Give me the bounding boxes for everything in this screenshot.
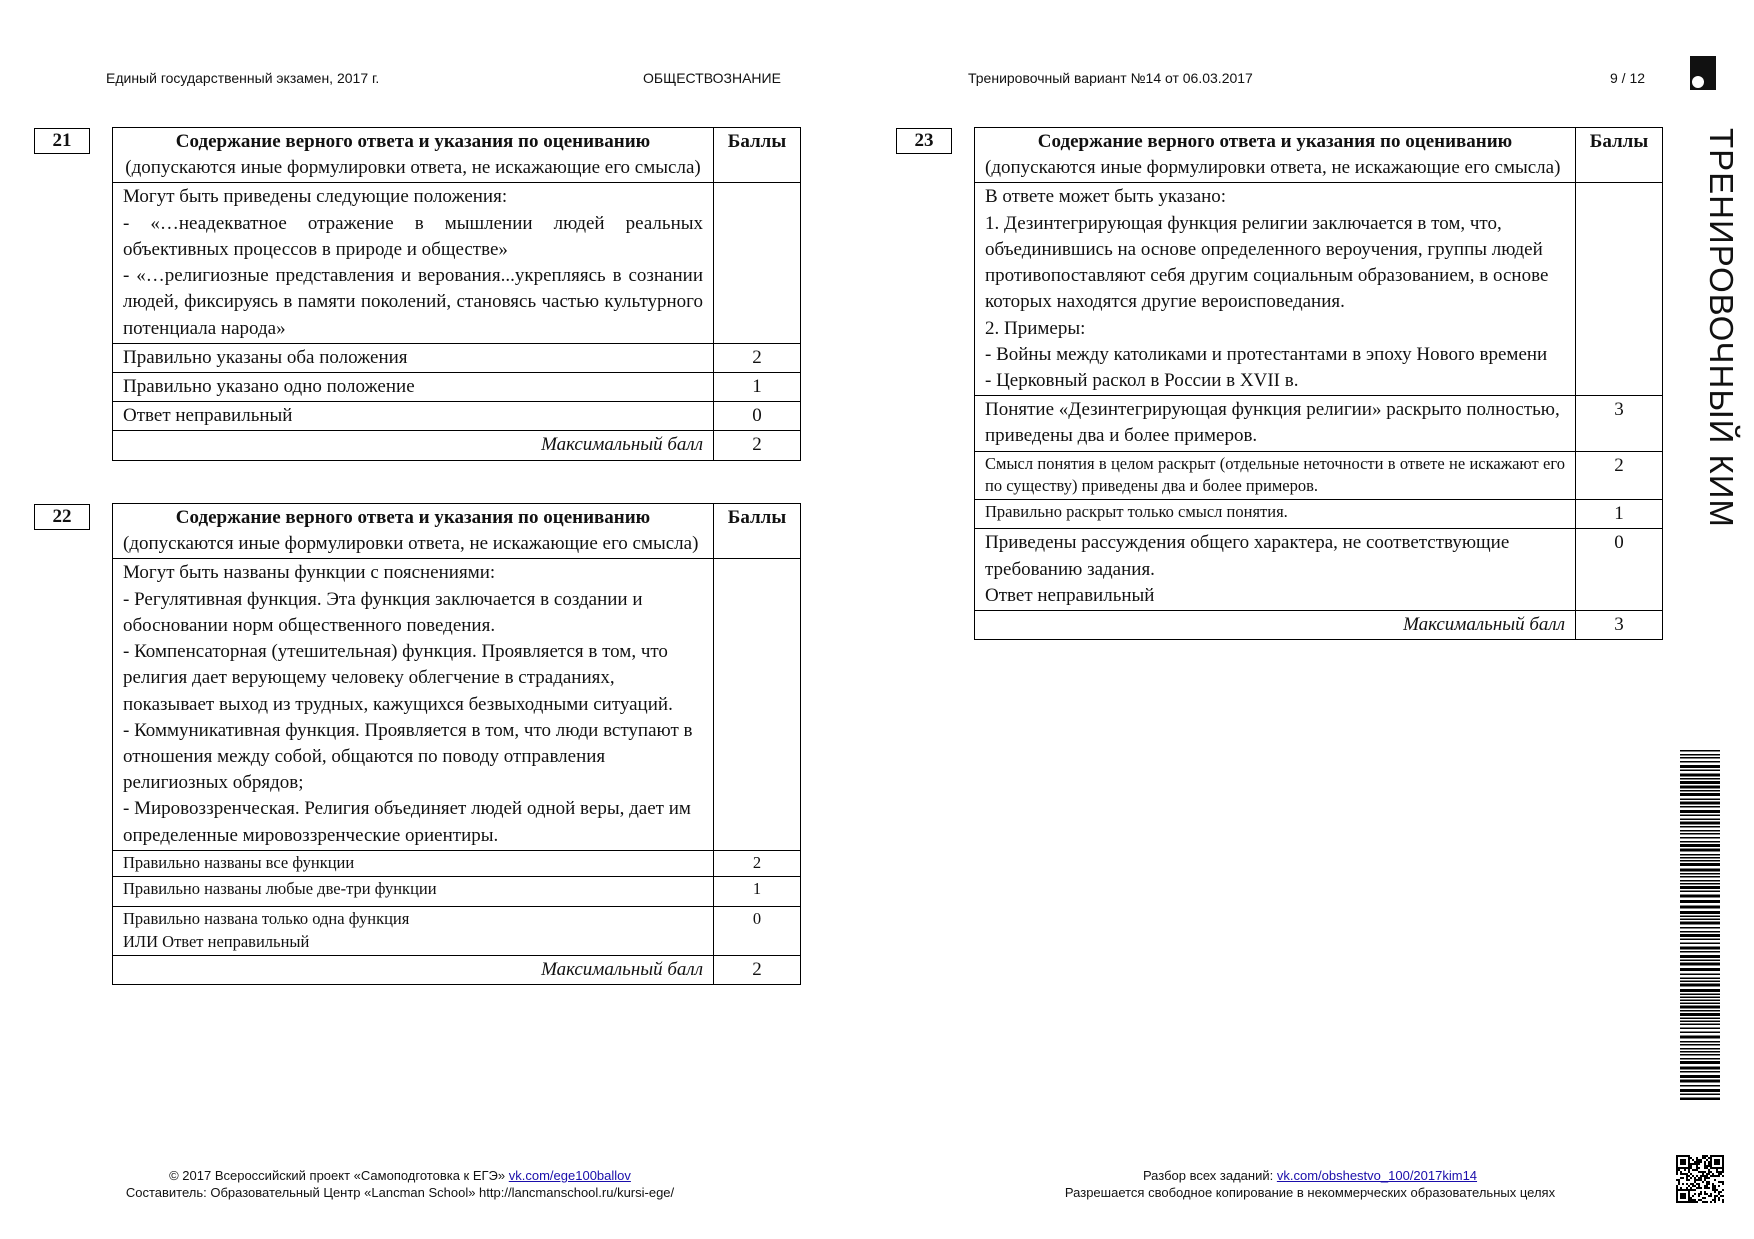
header-subtitle: (допускаются иные формулировки ответа, не искажающие его смысла)	[123, 533, 699, 555]
criterion-points: 0	[1576, 529, 1663, 611]
header-title: Содержание верного ответа и указания по оцениванию	[175, 131, 651, 152]
content-line: - Компенсаторная (утешительная) функция. Проявляется в том, что религия дает верующему человеку облегчение в страданиях, показывает выход из трудных, кажущихся безвыходными ситуаций.	[123, 641, 673, 715]
footer-link-ege100ballov[interactable]: vk.com/ege100ballov	[508, 1168, 631, 1183]
criterion-row	[975, 529, 1663, 611]
content-row	[113, 559, 801, 850]
criterion-text: Смысл понятия в целом раскрыт (отдельные неточности в ответе не искажают его по существу) приведены два и более примеров.	[975, 451, 1576, 500]
max-score-label: Максимальный балл	[113, 955, 714, 984]
max-score-row	[975, 611, 1663, 640]
criterion-points: 1	[1576, 500, 1663, 529]
question-number-23: 23	[896, 128, 952, 154]
question-number-22: 22	[34, 504, 90, 530]
content-line: - Мировоззренческая. Религия объединяет людей одной веры, дает им определенные мировоззренческие ориентиры.	[123, 798, 691, 846]
answer-content	[113, 559, 714, 850]
points-header: Баллы	[714, 128, 801, 183]
footer-author: Составитель: Образовательный Центр «Lancman School» http://lancmanschool.ru/kursi-ege/	[125, 1184, 675, 1200]
criterion-row	[975, 500, 1663, 529]
table-header-row	[113, 128, 801, 183]
criterion-row	[113, 850, 801, 876]
criterion-points: 2	[714, 850, 801, 876]
header-variant: Тренировочный вариант №14 от 06.03.2017	[968, 70, 1253, 86]
max-score-row	[113, 431, 801, 460]
corner-mark-icon	[1690, 56, 1716, 90]
points-header: Баллы	[1576, 128, 1663, 183]
content-line: В ответе может быть указано:	[985, 186, 1227, 208]
max-score-label: Максимальный балл	[113, 431, 714, 460]
criterion-row	[113, 372, 801, 401]
criterion-text: Ответ неправильный	[113, 402, 714, 431]
points-header: Баллы	[714, 504, 801, 559]
q23-criteria-table	[974, 127, 1663, 640]
content-row	[113, 183, 801, 343]
footer-project: © 2017 Всероссийский проект «Самоподготовка к ЕГЭ»	[169, 1168, 506, 1183]
content-line: - Войны между католиками и протестантами в эпоху Нового времени	[985, 343, 1548, 365]
criterion-row	[975, 396, 1663, 451]
criterion-text: Правильно названы все функции	[113, 850, 714, 876]
max-score-label: Максимальный балл	[975, 611, 1576, 640]
criterion-line: Приведены рассуждения общего характера, не соответствующие требованию задания.	[985, 532, 1510, 580]
question-number-21: 21	[34, 128, 90, 154]
q22-criteria-table	[112, 503, 801, 985]
criterion-text: Правильно раскрыт только смысл понятия.	[975, 500, 1576, 529]
answer-content	[975, 183, 1576, 396]
table-header-row	[975, 128, 1663, 183]
criterion-row	[113, 402, 801, 431]
header-title: Содержание верного ответа и указания по оцениванию	[1037, 131, 1513, 152]
header-subtitle: (допускаются иные формулировки ответа, не искажающие его смысла)	[985, 157, 1561, 179]
criterion-text: Понятие «Дезинтегрирующая функция религии» раскрыто полностью, приведены два и более примеров.	[975, 396, 1576, 451]
content-line: - Церковный раскол в России в XVII в.	[985, 369, 1299, 391]
content-line: Могут быть названы функции с пояснениями:	[123, 562, 496, 584]
criterion-points: 0	[714, 402, 801, 431]
table-header-row	[113, 504, 801, 559]
footer-analysis-label: Разбор всех заданий:	[1142, 1168, 1274, 1183]
criterion-row	[113, 907, 801, 956]
criterion-text	[113, 907, 714, 956]
criterion-points: 2	[1576, 451, 1663, 500]
header-subtitle: (допускаются иные формулировки ответа, не искажающие его смысла)	[125, 157, 701, 179]
vertical-title: ТРЕНИРОВОЧНЫЙ КИМ	[1703, 128, 1740, 528]
footer-left	[105, 1168, 695, 1202]
max-score-value: 3	[1576, 611, 1663, 640]
content-line: 1. Дезинтегрирующая функция религии заключается в том, что, объединившись на основе определенного вероучения, группы людей противопоставляют себя другим социальным образованием, в основе которых находятся другие вероисповедания.	[985, 212, 1549, 313]
max-score-value: 2	[714, 955, 801, 984]
criterion-line: Правильно названа только одна функция	[123, 909, 410, 929]
criterion-points: 1	[714, 876, 801, 907]
criterion-row	[975, 451, 1663, 500]
criterion-line: Ответ неправильный	[985, 584, 1155, 606]
answer-content	[113, 183, 714, 343]
table-header-cell	[113, 128, 714, 183]
content-line: - «…религиозные представления и верования...укрепляясь в сознании людей, фиксируясь в памяти поколений, становясь частью культурного потенциала народа»	[123, 265, 703, 339]
content-line: - Регулятивная функция. Эта функция заключается в создании и обосновании норм общественного поведения.	[123, 588, 643, 636]
criterion-text: Правильно указаны оба положения	[113, 343, 714, 372]
qr-code-icon	[1676, 1155, 1724, 1203]
criterion-points: 2	[714, 343, 801, 372]
criterion-points: 3	[1576, 396, 1663, 451]
barcode-icon	[1680, 750, 1720, 1100]
table-header-cell	[975, 128, 1576, 183]
table-header-cell	[113, 504, 714, 559]
q21-criteria-table	[112, 127, 801, 461]
criterion-text	[975, 529, 1576, 611]
footer-copy-permission: Разрешается свободное копирование в некоммерческих образовательных целях	[1064, 1184, 1556, 1200]
header-exam-title: Единый государственный экзамен, 2017 г.	[106, 70, 380, 86]
max-score-value: 2	[714, 431, 801, 460]
content-line: Могут быть приведены следующие положения:	[123, 186, 508, 208]
header-title: Содержание верного ответа и указания по оцениванию	[175, 507, 651, 528]
criterion-text: Правильно названы любые две-три функции	[113, 876, 714, 907]
criterion-points: 1	[714, 372, 801, 401]
criterion-row	[113, 876, 801, 907]
criterion-text: Правильно указано одно положение	[113, 372, 714, 401]
header-page-number: 9 / 12	[1610, 70, 1646, 86]
footer-right	[1000, 1168, 1620, 1202]
max-score-row	[113, 955, 801, 984]
content-line: - «…неадекватное отражение в мышлении людей реальных объективных процессов в природе и обществе»	[123, 212, 703, 260]
content-row	[975, 183, 1663, 396]
footer-link-kim14[interactable]: vk.com/obshestvo_100/2017kim14	[1276, 1168, 1478, 1183]
header-subject: ОБЩЕСТВОЗНАНИЕ	[643, 70, 781, 86]
criterion-line: ИЛИ Ответ неправильный	[123, 932, 310, 952]
criterion-points: 0	[714, 907, 801, 956]
criterion-row	[113, 343, 801, 372]
content-line: 2. Примеры:	[985, 317, 1086, 339]
content-line: - Коммуникативная функция. Проявляется в том, что люди вступают в отношения между собой, общаются по поводу отправления религиозных обрядов;	[123, 719, 693, 794]
